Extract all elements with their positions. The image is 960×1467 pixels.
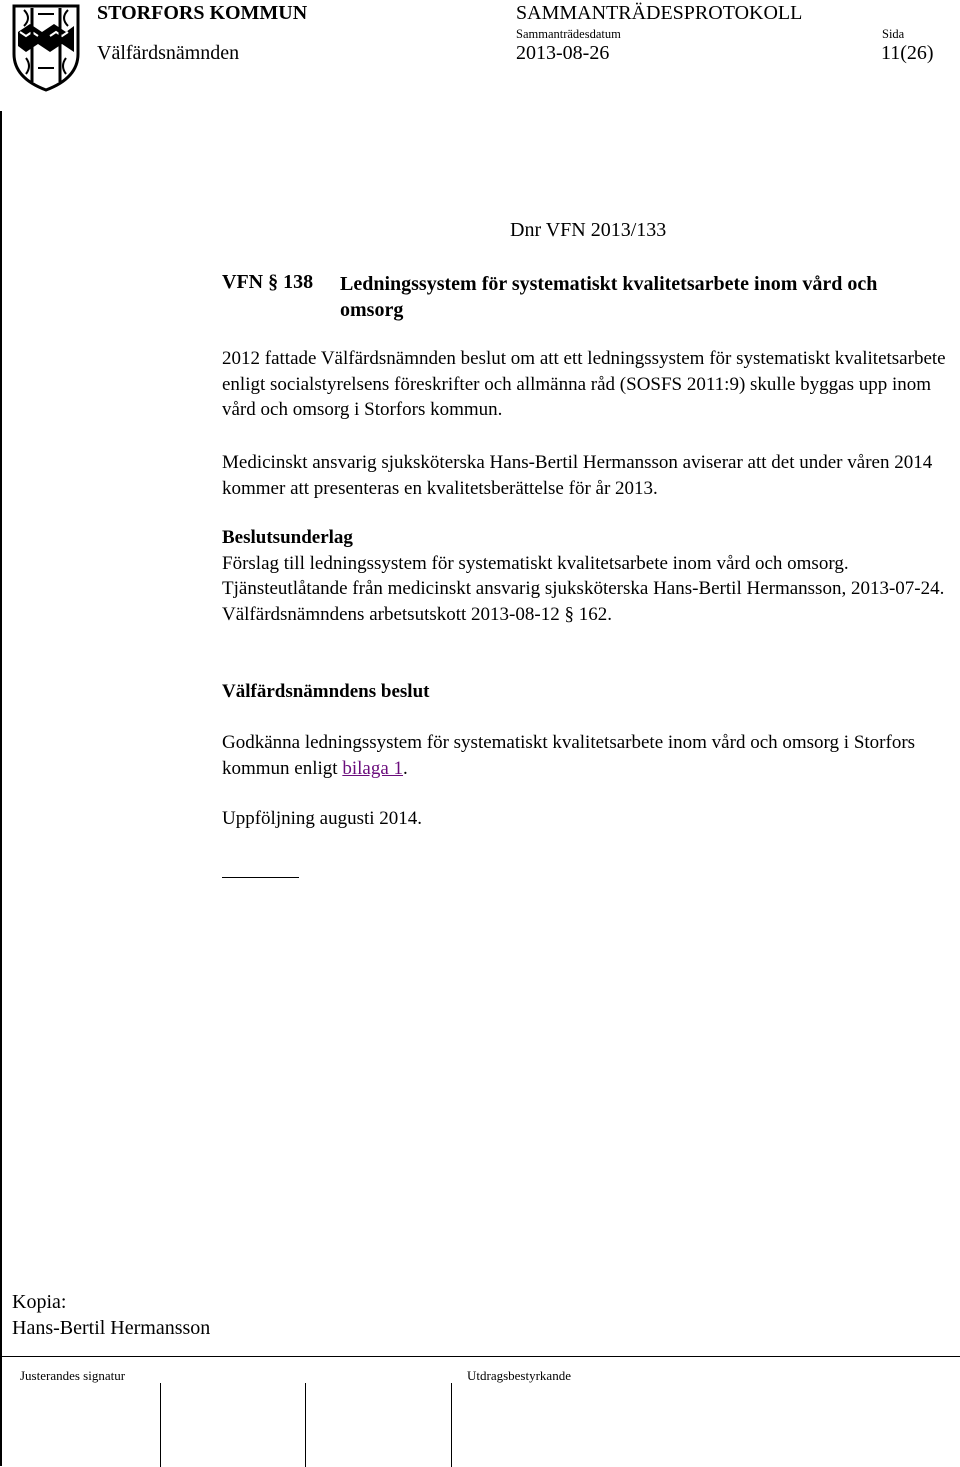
- decision-text-end: .: [403, 757, 408, 779]
- decision-text-line: [222, 730, 958, 781]
- organization-name: STORFORS KOMMUN: [97, 2, 308, 24]
- section-end-rule: [222, 877, 299, 878]
- meeting-date: 2013-08-26: [516, 42, 610, 64]
- decision-basis-item: Tjänsteutlåtande från medicinskt ansvarig sjuksköterska Hans-Bertil Hermansson, 2013-07-24.: [222, 578, 945, 599]
- background-paragraph: [222, 346, 958, 423]
- protocol-title: SAMMANTRÄDESPROTOKOLL: [516, 2, 803, 24]
- date-label: Sammanträdesdatum: [516, 27, 621, 41]
- attachment-link[interactable]: bilaga 1: [342, 757, 404, 779]
- notice-paragraph: [222, 450, 958, 501]
- signature-box-divider: [160, 1383, 161, 1467]
- followup-section: [222, 806, 958, 832]
- copy-section: [12, 1289, 210, 1341]
- signature-box-divider: [451, 1383, 452, 1467]
- decision-text: Godkänna ledningssystem för systematiskt kvalitetsarbete inom vård och omsorg i Storfors kommun enligt: [222, 732, 916, 779]
- decision-basis-item: Förslag till ledningssystem för systematiskt kvalitetsarbete inom vård och omsorg.: [222, 552, 849, 574]
- paragraph-number: VFN § 138: [222, 271, 314, 293]
- left-margin-rule: [0, 111, 2, 1466]
- signature-label: Justerandes signatur: [20, 1368, 126, 1383]
- decision-heading-block: [222, 679, 958, 705]
- department-name: Välfärdsnämnden: [97, 42, 240, 64]
- extract-certification-label: Utdragsbestyrkande: [467, 1368, 571, 1383]
- page-number: 11(26): [881, 42, 934, 64]
- decision-basis-section: [222, 525, 958, 627]
- decision-heading: Välfärdsnämndens beslut: [222, 681, 430, 702]
- decision-basis-item: Välfärdsnämndens arbetsutskott 2013-08-12 § 162.: [222, 603, 612, 625]
- case-number: Dnr VFN 2013/133: [510, 219, 667, 241]
- signature-box-divider: [305, 1383, 306, 1467]
- page-label: Sida: [882, 27, 905, 41]
- decision-basis-heading: Beslutsunderlag: [222, 527, 353, 548]
- body-text-1: 2012 fattade Välfärdsnämnden beslut om att ett ledningssystem för systematiskt kvalitetsarbete enligt socialstyrelsens föreskrifter och allmänna råd (SOSFS 2011:9) skulle byggas upp inom vård och omsorg i Storfors kommun.: [222, 348, 946, 420]
- copy-label: Kopia:: [12, 1291, 67, 1313]
- footer-rule: [0, 1356, 960, 1357]
- followup-text: Uppföljning augusti 2014.: [222, 808, 423, 829]
- municipal-crest-logo: [10, 2, 82, 92]
- decision-section: [222, 730, 958, 781]
- copy-recipient: Hans-Bertil Hermansson: [12, 1317, 211, 1339]
- paragraph-title: Ledningssystem för systematiskt kvalitetsarbete inom vård och omsorg: [340, 273, 878, 321]
- body-text-2: Medicinskt ansvarig sjuksköterska Hans-Bertil Hermansson aviserar att det under våren 2014 kommer att presenteras en kvalitetsberättelse för år 2013.: [222, 452, 933, 499]
